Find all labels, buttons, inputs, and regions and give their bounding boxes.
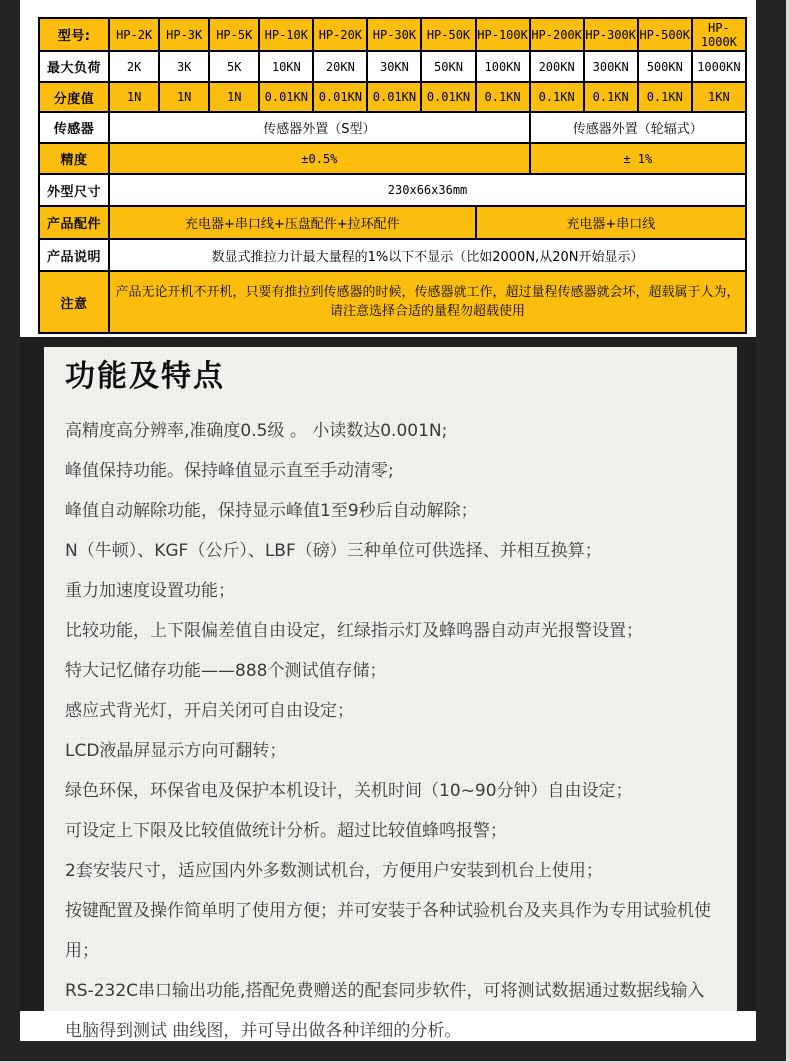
spec-value-notice: 产品无论开机不开机，只要有推拉到传感器的时候，传感器就工作，超过量程传感器就会坏，超载属于人为，请注意选择合适的量程勿超载使用 <box>109 271 746 333</box>
features-panel <box>44 347 737 1041</box>
spec-value: HP-2K <box>109 18 159 51</box>
spec-row-description <box>39 239 746 271</box>
spec-value: HP-200K <box>530 18 584 51</box>
spec-value-sensor-left: 传感器外置（S型） <box>109 112 530 143</box>
feature-item: N（牛顿）、KGF（公斤）、LBF（磅）三种单位可供选择、并相互换算； <box>65 541 602 561</box>
row-label-max-load: 最大负荷 <box>39 51 109 82</box>
feature-list <box>65 411 717 1051</box>
spec-row-max-load <box>39 51 746 82</box>
feature-item: LCD液晶屏显示方向可翻转； <box>65 741 287 761</box>
spec-value: 0.01KN <box>367 82 421 112</box>
spec-value: 2K <box>109 51 159 82</box>
feature-item: RS-232C串口输出功能,搭配免费赠送的配套同步软件，可将测试数据通过数据线输入电脑得到测试 曲线图，并可导出做各种详细的分析。 <box>65 981 705 1041</box>
spec-table <box>38 17 747 334</box>
spec-row-notice <box>39 271 746 333</box>
feature-item: 重力加速度设置功能； <box>65 581 235 601</box>
feature-item: 感应式背光灯，开启关闭可自由设定； <box>65 701 354 721</box>
spec-value: HP-30K <box>367 18 421 51</box>
spec-value-accessories-left: 充电器+串口线+压盘配件+拉环配件 <box>109 206 475 239</box>
spec-value: 0.1KN <box>476 82 530 112</box>
spec-value: 0.1KN <box>584 82 638 112</box>
row-label-description: 产品说明 <box>39 239 109 271</box>
spec-value: HP-1000K <box>692 18 746 51</box>
row-label-accessories: 产品配件 <box>39 206 109 239</box>
feature-item: 绿色环保，环保省电及保护本机设计，关机时间（10~90分钟）自由设定； <box>65 781 633 801</box>
spec-value: 300KN <box>584 51 638 82</box>
spec-value: HP-500K <box>638 18 692 51</box>
spec-row-model <box>39 18 746 51</box>
spec-value: 500KN <box>638 51 692 82</box>
spec-value: HP-5K <box>209 18 259 51</box>
spec-row-dimensions <box>39 174 746 206</box>
spec-value: HP-100K <box>476 18 530 51</box>
feature-item: 特大记忆储存功能——888个测试值存储； <box>65 661 387 681</box>
feature-item: 按键配置及操作简单明了使用方便；并可安装于各种试验机台及夹具作为专用试验机使用； <box>65 901 711 961</box>
feature-item: 可设定上下限及比较值做统计分析。超过比较值蜂鸣报警； <box>65 821 507 841</box>
content-page <box>20 0 756 1041</box>
spec-value-accuracy-left: ±0.5% <box>109 143 530 174</box>
spec-row-accuracy <box>39 143 746 174</box>
row-label-sensor: 传感器 <box>39 112 109 143</box>
spec-value: 1KN <box>692 82 746 112</box>
spec-value: 100KN <box>476 51 530 82</box>
spec-value: 0.1KN <box>638 82 692 112</box>
spec-value: 0.01KN <box>421 82 475 112</box>
features-section <box>20 337 756 1041</box>
spec-value-sensor-right: 传感器外置（轮辐式） <box>530 112 746 143</box>
row-label-notice: 注意 <box>39 271 109 333</box>
row-label-model: 型号: <box>39 18 109 51</box>
feature-item: 峰值保持功能。保持峰值显示直至手动清零; <box>65 461 394 481</box>
spec-value: 0.01KN <box>259 82 313 112</box>
spec-value: 0.01KN <box>313 82 367 112</box>
spec-value: HP-10K <box>259 18 313 51</box>
spec-value: 0.1KN <box>530 82 584 112</box>
spec-value: 20KN <box>313 51 367 82</box>
spec-value: 1N <box>159 82 209 112</box>
feature-item: 2套安装尺寸，适应国内外多数测试机台，方便用户安装到机台上使用； <box>65 861 603 881</box>
spec-value: 1N <box>209 82 259 112</box>
spec-value-description: 数显式推拉力计最大量程的1%以下不显示（比如2000N,从20N开始显示） <box>109 239 746 271</box>
spec-value: 1N <box>109 82 159 112</box>
feature-item: 比较功能，上下限偏差值自由设定，红绿指示灯及蜂鸣器自动声光报警设置； <box>65 621 643 641</box>
spec-value: 200KN <box>530 51 584 82</box>
feature-item: 高精度高分辨率,准确度0.5级 。 小读数达0.001N; <box>65 421 448 441</box>
spec-row-division <box>39 82 746 112</box>
row-label-accuracy: 精度 <box>39 143 109 174</box>
spec-value: HP-3K <box>159 18 209 51</box>
spec-value-dimensions: 230x66x36mm <box>109 174 746 206</box>
spec-value: 3K <box>159 51 209 82</box>
spec-value: 30KN <box>367 51 421 82</box>
features-title: 功能及特点 <box>65 359 225 394</box>
feature-item: 峰值自动解除功能，保持显示峰值1至9秒后自动解除； <box>65 501 478 521</box>
spec-value: 1000KN <box>692 51 746 82</box>
spec-row-accessories <box>39 206 746 239</box>
spec-value: HP-300K <box>584 18 638 51</box>
spec-value-accuracy-right: ± 1% <box>530 143 746 174</box>
right-edge-strip <box>786 0 790 1063</box>
spec-value: HP-20K <box>313 18 367 51</box>
spec-table-wrap <box>20 0 756 334</box>
spec-value-accessories-right: 充电器+串口线 <box>476 206 746 239</box>
spec-value: 50KN <box>421 51 475 82</box>
spec-value: 10KN <box>259 51 313 82</box>
spec-value: 5K <box>209 51 259 82</box>
row-label-division: 分度值 <box>39 82 109 112</box>
spec-value: HP-50K <box>421 18 475 51</box>
spec-row-sensor <box>39 112 746 143</box>
row-label-dimensions: 外型尺寸 <box>39 174 109 206</box>
